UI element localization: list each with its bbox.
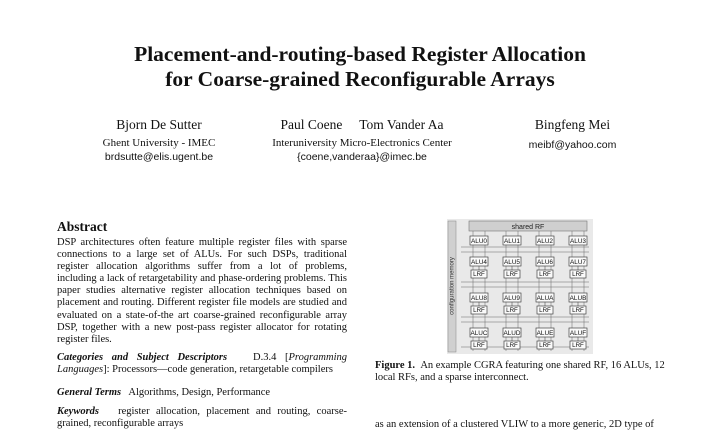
author-block-1 <box>84 117 234 163</box>
lrf-label: LRF <box>572 342 584 350</box>
alu-label: ALU1 <box>504 238 520 245</box>
lrf-label: LRF <box>506 307 518 315</box>
author-email: brdsutte@elis.ugent.be <box>104 151 214 163</box>
author-block-2 <box>262 117 462 163</box>
cgra-figure <box>447 219 593 354</box>
keywords-paragraph <box>57 406 347 431</box>
alu-alu3 <box>569 236 587 245</box>
alu-label: ALUF <box>569 330 587 337</box>
alu-label: ALU9 <box>504 295 520 302</box>
author-name: Bingfeng Mei <box>534 117 611 132</box>
keywords-label: Keywords <box>57 406 99 417</box>
general-terms-label: General Terms <box>57 387 122 398</box>
body-text-line: as an extension of a clustered VLIW to a more generic, 2D type of <box>375 419 654 430</box>
categories-code: D.3.4 [ <box>252 352 289 363</box>
author-name: Paul Coene <box>280 117 343 132</box>
alu-alu1 <box>503 236 521 245</box>
categories-rest: ]: Processors—code generation, retargetable compilers <box>103 364 333 376</box>
alu-label: ALUE <box>536 330 554 337</box>
title-line-2: for Coarse-grained Reconfigurable Arrays <box>165 67 555 91</box>
lrf-label: LRF <box>473 342 485 350</box>
author-block-3 <box>500 117 645 151</box>
alu-alu2 <box>536 236 554 245</box>
categories-paragraph <box>57 352 347 377</box>
alu-label: ALU6 <box>537 259 553 266</box>
title-line-1: Placement-and-routing-based Register Allocation <box>134 42 586 66</box>
keywords-text: register allocation, placement and routing, coarse-grained, reconfigurable arrays <box>57 406 347 430</box>
author-name: Tom Vander Aa <box>359 117 444 132</box>
alu-label: ALUA <box>536 295 554 302</box>
alu-label: ALU4 <box>471 259 487 266</box>
alu-label: ALU3 <box>570 238 586 245</box>
lrf-label: LRF <box>539 307 551 315</box>
shared-rf-label: shared RF <box>511 224 545 231</box>
abstract-heading: Abstract <box>57 219 108 234</box>
alu-label: ALUC <box>470 330 488 337</box>
paper-title <box>0 42 720 92</box>
figure-caption-label: Figure 1. <box>375 360 416 371</box>
author-names <box>262 117 462 133</box>
alu-alu0 <box>470 236 488 245</box>
alu-label: ALU7 <box>570 259 586 266</box>
lrf-label: LRF <box>539 271 551 279</box>
alu-label: ALUB <box>569 295 587 302</box>
lrf-label: LRF <box>506 342 518 350</box>
categories-label: Categories and Subject Descriptors <box>57 352 228 363</box>
lrf-label: LRF <box>506 271 518 279</box>
lrf-label: LRF <box>473 307 485 315</box>
alu-label: ALU0 <box>471 238 487 245</box>
config-memory-label: configuration memory <box>449 257 456 315</box>
author-email: meibf@yahoo.com <box>528 139 617 151</box>
author-email: {coene,vanderaa}@imec.be <box>297 151 427 163</box>
author-affiliation: Ghent University - IMEC <box>102 137 216 149</box>
figure-caption-text: An example CGRA featuring one shared RF, 16 ALUs, 12 local RFs, and a sparse interconnect. <box>375 360 665 384</box>
author-name: Bjorn De Sutter <box>116 117 202 132</box>
lrf-label: LRF <box>539 342 551 350</box>
lrf-label: LRF <box>572 307 584 315</box>
figure-caption <box>375 360 665 385</box>
lrf-label: LRF <box>572 271 584 279</box>
alu-label: ALU5 <box>504 259 520 266</box>
lrf-label: LRF <box>473 271 485 279</box>
abstract-text: DSP architectures often feature multiple register files with sparse connections to a large set of ALUs. For such DSPs, traditional register allocation algorithms suffer from a lot of problems, including a lack of retargetability and phase-ordering problems. This paper studies alternative register allocation techniques based on placement and routing. Different register file models are studied and evaluated on a state-of-the art coarse-grained reconfigurable array DSP, together with a new post-pass register allocator for rotating register files. <box>57 237 347 345</box>
alu-label: ALUD <box>503 330 521 337</box>
general-terms-text: Algorithms, Design, Performance <box>128 387 271 398</box>
alu-label: ALU2 <box>537 238 553 245</box>
alu-label: ALU8 <box>471 295 487 302</box>
general-terms-paragraph <box>57 387 347 399</box>
categories-topic: Programming Languages <box>57 352 347 376</box>
author-affiliation: Interuniversity Micro-Electronics Center <box>272 137 452 149</box>
